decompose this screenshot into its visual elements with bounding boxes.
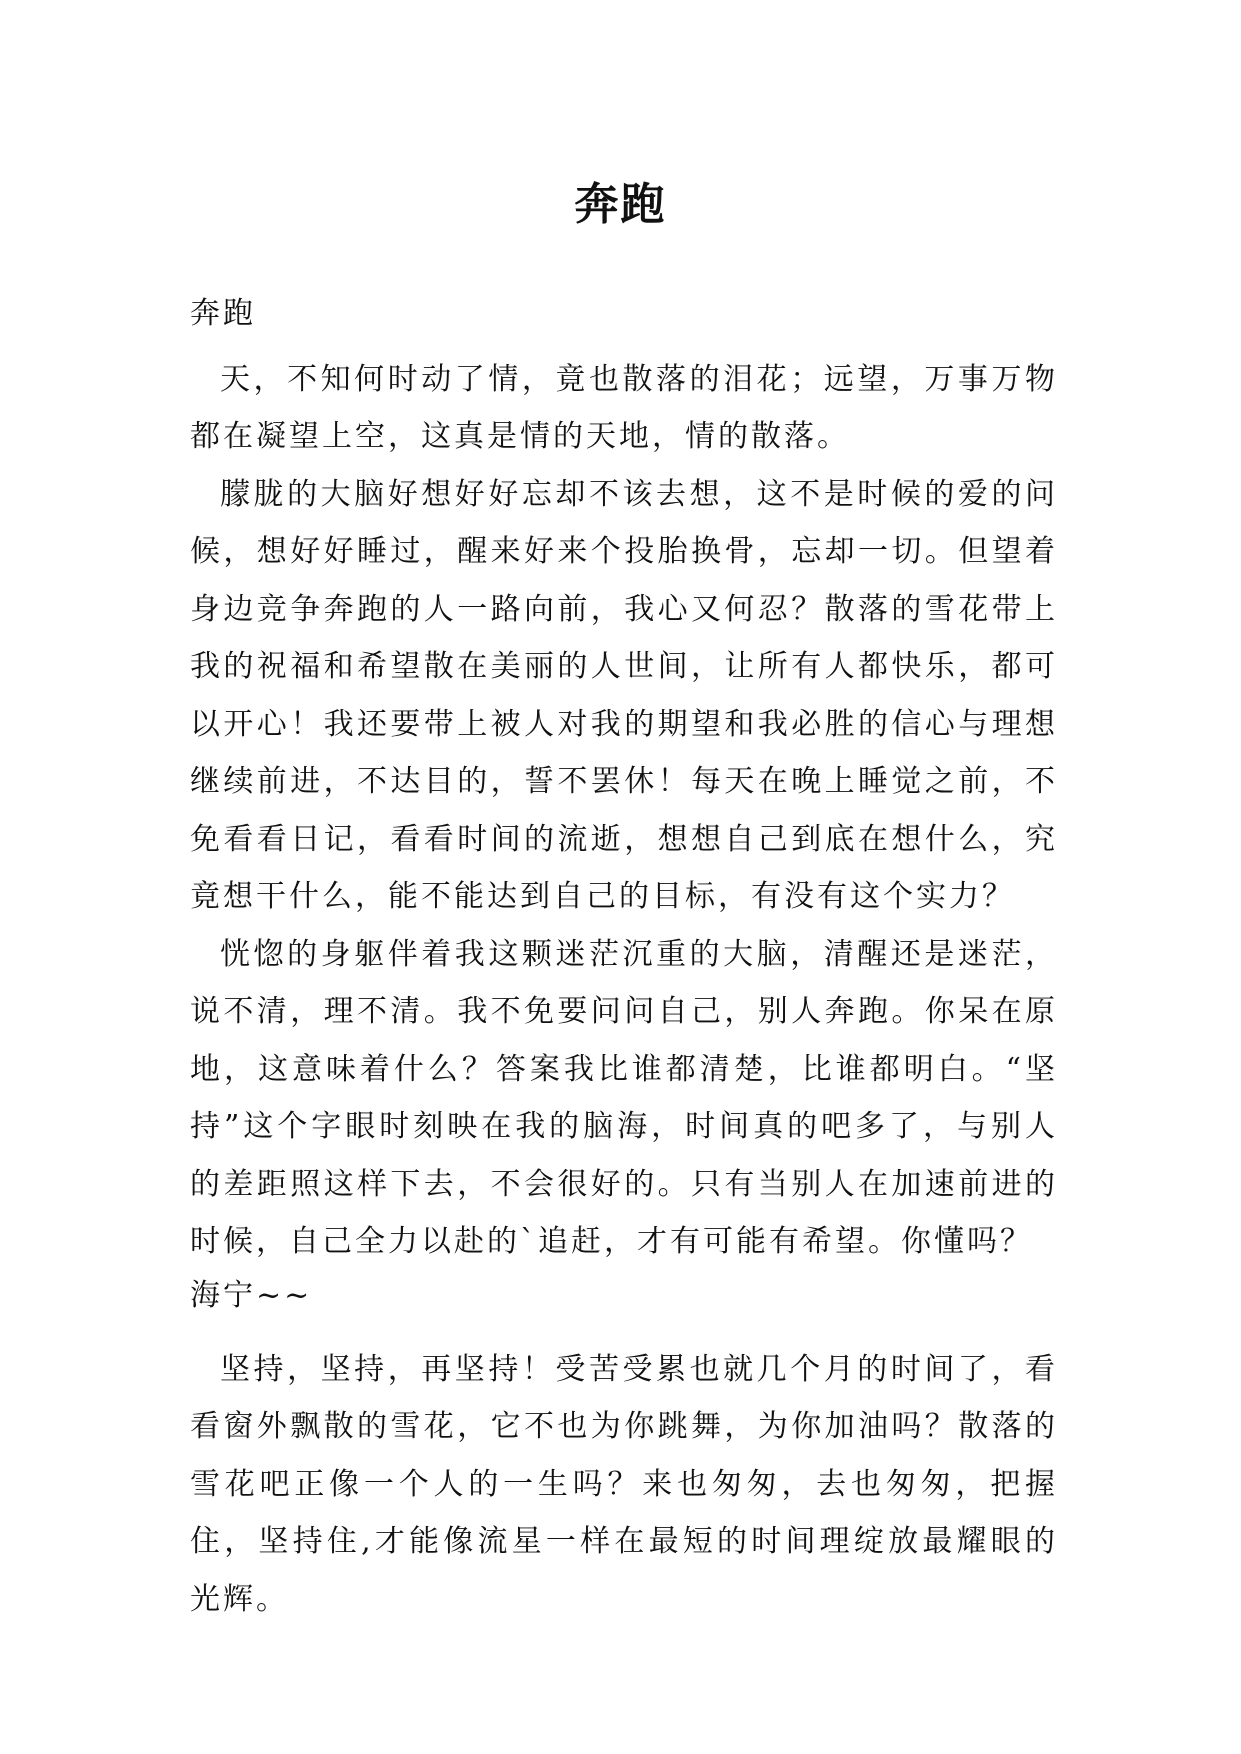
document-body — [190, 285, 1058, 1628]
document-title: 奔跑 — [574, 179, 667, 231]
paragraph: 朦胧的大脑好想好好忘却不该去想，这不是时候的爱的问候，想好好睡过，醒来好来个投胎换骨，忘却一切。但望着身边竞争奔跑的人一路向前，我心又何忍？散落的雪花带上我的祝福和希望散在美丽的人世间，让所有人都快乐，都可以开心！我还要带上被人对我的期望和我必胜的信心与理想继续前进，不达目的，誓不罢休！每天在晚上睡觉之前，不免看看日记，看看时间的流逝，想想自己到底在想什么，究竟想干什么，能不能达到自己的目标，有没有这个实力？ — [190, 476, 1058, 914]
closing-paragraph: 坚持，坚持，再坚持！受苦受累也就几个月的时间了，看看窗外飘散的雪花，它不也为你跳舞，为你加油吗？散落的雪花吧正像一个人的一生吗？来也匆匆，去也匆匆，把握住，坚持住,才能像流星一样在最短的时间理绽放最耀眼的光辉。 — [190, 1351, 1058, 1617]
paragraph: 天，不知何时动了情，竟也散落的泪花；远望，万事万物都在凝望上空，这真是情的天地，情的散落。 — [190, 361, 1058, 454]
signature: 海宁~~ — [190, 1277, 313, 1313]
section-label: 奔跑 — [190, 296, 256, 331]
paragraph: 恍惚的身躯伴着我这颗迷茫沉重的大脑，清醒还是迷茫，说不清，理不清。我不免要问问自己，别人奔跑。你呆在原地，这意味着什么？答案我比谁都清楚，比谁都明白。“坚持”这个字眼时刻映在我的脑海，时间真的吧多了，与别人的差距照这样下去，不会很好的。只有当别人在加速前进的时候，自己全力以赴的`追赶，才有可能有希望。你懂吗？ — [190, 936, 1058, 1259]
